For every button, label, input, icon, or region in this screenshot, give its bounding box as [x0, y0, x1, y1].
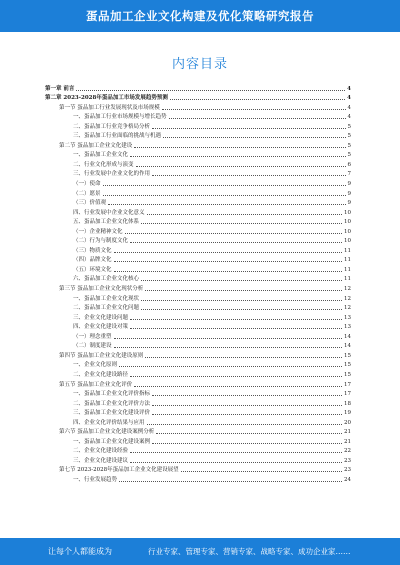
toc-entry-page: 10: [344, 219, 351, 226]
toc-entry[interactable]: [45, 198, 351, 208]
toc-entry-page: 18: [344, 400, 351, 407]
toc-entry[interactable]: [45, 417, 351, 427]
toc-entry-label: 三、蛋品加工行业面临的挑战与机遇: [73, 133, 162, 140]
toc-leader-dots: [141, 223, 342, 224]
toc-entry-page: 14: [344, 333, 351, 340]
toc-entry-page: 21: [344, 429, 351, 436]
toc-entry-label: 二、企业文化建设经验: [73, 448, 129, 455]
toc-entry-label: （二）行为与制度文化: [73, 238, 129, 245]
toc-entry[interactable]: [45, 303, 351, 313]
toc-entry-page: 15: [344, 362, 351, 369]
toc-leader-dots: [145, 290, 342, 291]
toc-entry-page: 19: [344, 410, 351, 417]
toc-entry-label: 第三节 蛋品加工企业文化现状分析: [59, 286, 144, 293]
toc-entry-page: 5: [347, 123, 351, 130]
toc-entry[interactable]: [45, 226, 351, 236]
toc-entry[interactable]: [45, 465, 351, 475]
toc-leader-dots: [163, 137, 345, 138]
toc-entry-page: 4: [347, 95, 351, 102]
toc-entry-label: 二、行业文化形成与演变: [73, 161, 134, 168]
toc-entry-page: 24: [344, 476, 351, 483]
toc-entry[interactable]: [45, 188, 351, 198]
toc-leader-dots: [162, 109, 346, 110]
toc-entry-page: 4: [347, 85, 351, 92]
toc-entry-label: （一）使命: [73, 181, 101, 188]
toc-entry[interactable]: [45, 217, 351, 227]
toc-entry-label: 三、行业发展中企业文化的作用: [73, 171, 151, 178]
document-title: 蛋品加工企业文化构建及优化策略研究报告: [86, 9, 314, 23]
toc-entry-label: 一、蛋品加工企业文化现状: [73, 295, 140, 302]
toc-leader-dots: [125, 233, 342, 234]
toc-entry-label: 第七节 2023-2028年蛋品加工企业文化建设展望: [59, 467, 179, 474]
toc-entry[interactable]: [45, 350, 351, 360]
toc-leader-dots: [147, 424, 342, 425]
toc-entry[interactable]: [45, 236, 351, 246]
toc-entry-label: （五）环境文化: [73, 266, 112, 273]
toc-entry[interactable]: [45, 389, 351, 399]
table-of-contents: [45, 83, 351, 528]
toc-entry-page: 4: [347, 104, 351, 111]
toc-leader-dots: [152, 414, 342, 415]
toc-entry-page: 15: [344, 371, 351, 378]
toc-entry-label: 第五节 蛋品加工企业文化评价: [59, 381, 133, 388]
toc-leader-dots: [134, 386, 342, 387]
toc-leader-dots: [141, 309, 342, 310]
toc-entry[interactable]: [45, 274, 351, 284]
toc-entry-label: 四、企业文化评价结果与应用: [73, 419, 145, 426]
toc-entry-label: 二、蛋品加工企业文化问题: [73, 305, 140, 312]
toc-leader-dots: [130, 328, 342, 329]
toc-entry[interactable]: [45, 331, 351, 341]
toc-leader-dots: [103, 195, 346, 196]
toc-heading: 内容目录: [171, 57, 228, 72]
toc-entry-page: 22: [344, 448, 351, 455]
toc-entry-page: 10: [344, 238, 351, 245]
toc-entry-page: 11: [344, 257, 351, 264]
toc-leader-dots: [170, 99, 345, 100]
toc-leader-dots: [76, 90, 345, 91]
toc-entry[interactable]: [45, 245, 351, 255]
toc-entry-page: 5: [347, 133, 351, 140]
toc-entry-page: 11: [344, 266, 351, 273]
toc-entry-page: 17: [344, 381, 351, 388]
toc-leader-dots: [130, 376, 342, 377]
toc-leader-dots: [114, 271, 342, 272]
toc-entry[interactable]: [45, 322, 351, 332]
toc-entry[interactable]: [45, 255, 351, 265]
toc-entry[interactable]: [45, 207, 351, 217]
toc-entry-label: 一、蛋品加工企业文化建设案例: [73, 438, 151, 445]
toc-leader-dots: [119, 366, 342, 367]
toc-entry-label: 五、蛋品加工企业文化体系: [73, 219, 140, 226]
toc-leader-dots: [152, 405, 342, 406]
toc-entry-label: （四）品牌文化: [73, 257, 112, 264]
toc-leader-dots: [152, 395, 342, 396]
toc-entry-page: 23: [344, 467, 351, 474]
toc-entry-label: 三、企业文化建设问题: [73, 314, 129, 321]
toc-entry[interactable]: [45, 264, 351, 274]
toc-leader-dots: [134, 147, 345, 148]
toc-entry-label: 四、企业文化建设对策: [73, 324, 129, 331]
toc-entry-label: 一、企业文化原则: [73, 362, 118, 369]
toc-leader-dots: [114, 252, 342, 253]
toc-entry[interactable]: [45, 293, 351, 303]
toc-entry-label: 二、蛋品加工行业竞争格局分析: [73, 123, 151, 130]
toc-entry[interactable]: [45, 283, 351, 293]
toc-entry-page: 12: [344, 295, 351, 302]
toc-entry-page: 7: [347, 171, 351, 178]
toc-entry[interactable]: [45, 159, 351, 169]
toc-entry-label: 第二节 蛋品加工企业文化建设: [59, 142, 133, 149]
toc-entry[interactable]: [45, 140, 351, 150]
toc-entry[interactable]: [45, 369, 351, 379]
footer-slogan-left: 让每个人都能成为: [48, 547, 112, 556]
toc-entry[interactable]: [45, 474, 351, 484]
footer-bar: [0, 538, 400, 565]
toc-entry[interactable]: [45, 379, 351, 389]
toc-entry-label: 第二章 2023-2028年蛋品加工市场发展趋势预测: [45, 95, 168, 102]
toc-entry-page: 11: [344, 247, 351, 254]
toc-entry-label: （三）价值观: [73, 200, 107, 207]
toc-leader-dots: [141, 300, 342, 301]
toc-entry-page: 9: [347, 200, 351, 207]
toc-entry-page: 9: [347, 190, 351, 197]
toc-entry-label: （一）理念重塑: [73, 333, 112, 340]
toc-leader-dots: [156, 433, 342, 434]
toc-entry[interactable]: [45, 131, 351, 141]
toc-entry[interactable]: [45, 436, 351, 446]
toc-entry[interactable]: [45, 408, 351, 418]
toc-entry[interactable]: [45, 102, 351, 112]
toc-leader-dots: [152, 128, 345, 129]
toc-entry-label: 三、蛋品加工企业文化建设评价: [73, 410, 151, 417]
toc-entry-page: 12: [344, 305, 351, 312]
toc-entry[interactable]: [45, 446, 351, 456]
toc-leader-dots: [130, 319, 342, 320]
toc-entry-label: 二、蛋品加工企业文化评价方法: [73, 400, 151, 407]
toc-entry-label: 第六节 蛋品加工企业文化建设案例分析: [59, 429, 155, 436]
toc-entry[interactable]: [45, 178, 351, 188]
toc-entry-label: 一、蛋品加工企业文化: [73, 152, 129, 159]
toc-entry-label: 第一章 前言: [45, 85, 75, 92]
toc-leader-dots: [152, 175, 345, 176]
toc-entry[interactable]: [45, 121, 351, 131]
toc-entry-label: 一、蛋品加工企业文化评价指标: [73, 391, 151, 398]
toc-entry-label: 四、行业发展中企业文化意义: [73, 209, 145, 216]
toc-entry-label: 第一节 蛋品加工行业发展现状及市场规模: [59, 104, 160, 111]
toc-entry[interactable]: [45, 83, 351, 93]
toc-entry[interactable]: [45, 312, 351, 322]
toc-entry-label: 第四节 蛋品加工企业文化建设原则: [59, 352, 144, 359]
toc-leader-dots: [141, 280, 342, 281]
header-bar: [0, 0, 400, 32]
toc-entry-page: 4: [347, 114, 351, 121]
toc-leader-dots: [108, 204, 345, 205]
footer-slogan-right: 行业专家、管理专家、营销专家、战略专家、成功企业家……: [148, 547, 351, 556]
toc-leader-dots: [130, 462, 342, 463]
toc-entry-page: 11: [344, 276, 351, 283]
toc-leader-dots: [130, 452, 342, 453]
toc-entry-label: 二、企业文化建设路径: [73, 371, 129, 378]
toc-leader-dots: [145, 357, 342, 358]
toc-entry-page: 5: [347, 142, 351, 149]
toc-entry-page: 23: [344, 457, 351, 464]
toc-leader-dots: [152, 443, 342, 444]
toc-entry-label: （一）企业精神文化: [73, 228, 123, 235]
toc-entry-label: 一、行业发展趋势: [73, 476, 118, 483]
toc-entry[interactable]: [45, 360, 351, 370]
toc-entry-page: 21: [344, 438, 351, 445]
toc-leader-dots: [130, 156, 345, 157]
toc-entry-label: 一、蛋品加工行业市场规模与增长趋势: [73, 114, 167, 121]
toc-entry-page: 13: [344, 324, 351, 331]
toc-entry[interactable]: [45, 427, 351, 437]
toc-entry-label: 六、蛋品加工企业文化核心: [73, 276, 140, 283]
toc-leader-dots: [114, 261, 342, 262]
toc-leader-dots: [136, 166, 346, 167]
toc-entry[interactable]: [45, 112, 351, 122]
toc-entry-page: 12: [344, 286, 351, 293]
toc-entry-page: 15: [344, 352, 351, 359]
toc-entry-page: 10: [344, 209, 351, 216]
toc-entry[interactable]: [45, 398, 351, 408]
toc-entry[interactable]: [45, 93, 351, 103]
toc-leader-dots: [169, 118, 346, 119]
toc-entry-page: 17: [344, 391, 351, 398]
toc-entry-page: 9: [347, 181, 351, 188]
toc-entry[interactable]: [45, 455, 351, 465]
toc-entry-page: 13: [344, 314, 351, 321]
toc-entry-label: （三）物质文化: [73, 247, 112, 254]
toc-entry-page: 10: [344, 228, 351, 235]
toc-entry-label: （二）愿景: [73, 190, 101, 197]
toc-entry-label: （二）制度建设: [73, 343, 112, 350]
toc-entry-page: 20: [344, 419, 351, 426]
toc-entry-page: 6: [347, 161, 351, 168]
toc-leader-dots: [130, 242, 342, 243]
toc-entry-page: 5: [347, 152, 351, 159]
toc-leader-dots: [181, 471, 342, 472]
toc-entry[interactable]: [45, 169, 351, 179]
toc-entry[interactable]: [45, 341, 351, 351]
toc-entry[interactable]: [45, 150, 351, 160]
toc-leader-dots: [147, 214, 342, 215]
toc-leader-dots: [114, 347, 342, 348]
toc-entry-label: 三、企业文化建设建议: [73, 457, 129, 464]
toc-entry-page: 14: [344, 343, 351, 350]
toc-leader-dots: [119, 481, 342, 482]
toc-leader-dots: [114, 338, 342, 339]
toc-leader-dots: [103, 185, 346, 186]
